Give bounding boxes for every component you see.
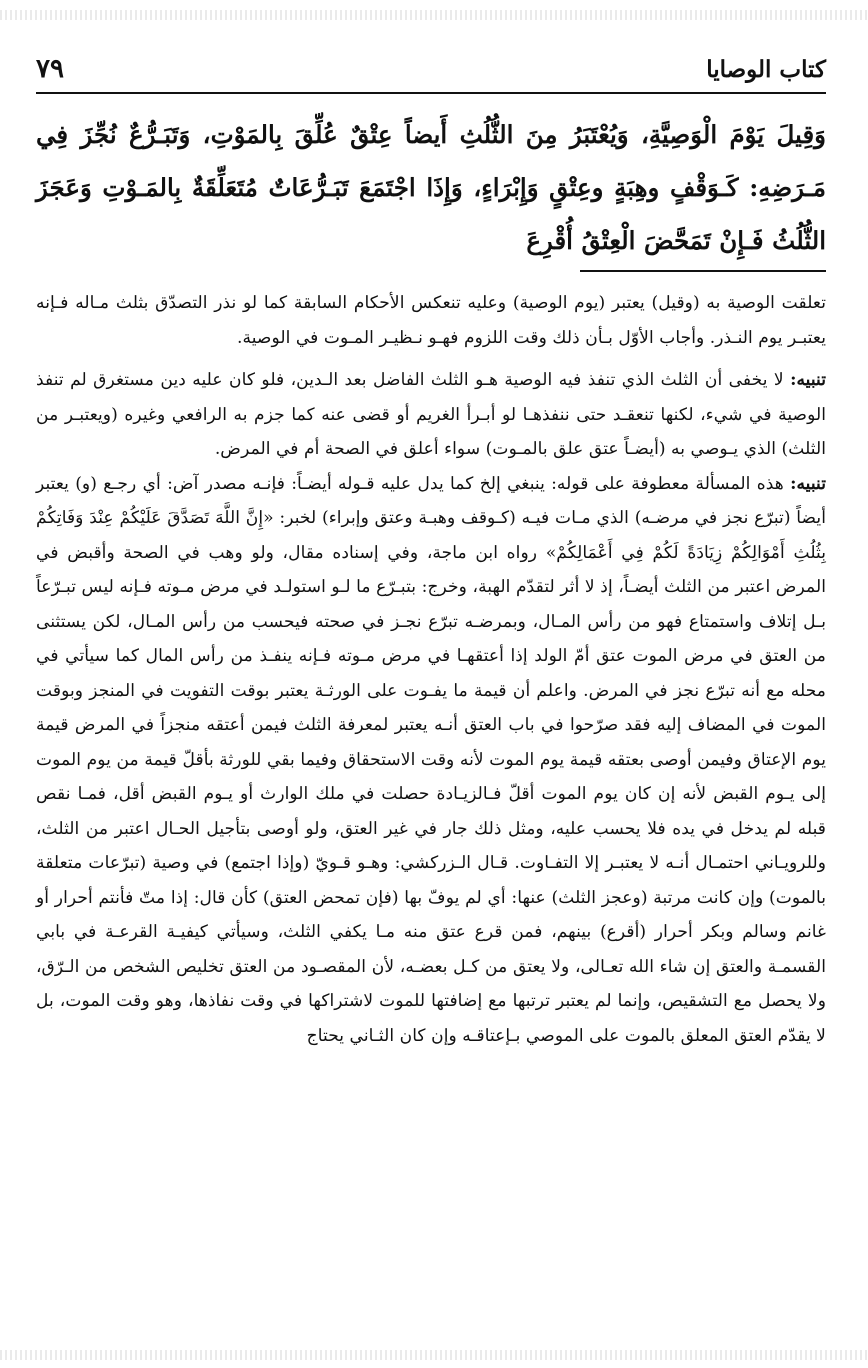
commentary-paragraph-1-text: تعلقت الوصية به (وقيل) يعتبر (يوم الوصية) وعليه تنعكس الأحكام السابقة كما لو نذر التصدّق بثلث مـاله فـإنه يعتبـر يوم النـذر. وأجاب الأوّل بـأن ذلك وقت اللزوم فهـو نـظيـر المـوت في الوصية. <box>36 293 826 348</box>
commentary-paragraph-2 <box>36 363 826 467</box>
commentary-paragraph-3-text: هذه المسألة معطوفة على قوله: ينبغي إلخ كما يدل عليه قـوله أيضـاً: فإنـه مصدر آض: أي رجـع (و) يعتبر أيضاً (تبرّع نجز في مرضـه) الذي مـات فيـه (كـوقف وهبـة وعتق وإبراء) لخبر: «إِنَّ اللَّهَ تَصَدَّقَ عَلَيْكُمْ عِنْدَ وَفَاتِكُمْ بِثُلُثِ أَمْوَالِكُمْ زِيَادَةً لَكُمْ فِي أَعْمَالِكُمْ» رواه ابن ماجة، وفي إسناده مقال، ولو وهب في الصحة وأقبض في المرض اعتبر من الثلث أيضـاً، إذ لا أثر لتقدّم الهبة، وخرج: بتبـرّع ما لـو استولـد في مرض مـوته فـإنه ليس تبـرّعاً بـل إتلاف واستمتاع فهو من رأس المـال، وبمرضـه تبرّع نجـز في صحته فيحسب من رأس المـال، لكن يستثنى من العتق في مرض الموت عتق أمّ الولد إذا أعتقهـا في مرض مـوته فـإنه ينفـذ من رأس المال كما سيأتي في محله مع أنه تبرّع نجز في المرض. واعلم أن قيمة ما يفـوت على الورثـة يعتبر بوقت التفويت في المنجز وبوقت الموت في المضاف إليه فقد صرّحوا في باب العتق أنـه يعتبر لمعرفة الثلث فيمن أعتقه منجزاً في المرض قيمة يوم الإعتاق وفيمن أوصى بعتقه قيمة يوم الموت لأنه وقت الاستحقاق وفيما بقي للورثة بأقلّ قيمة من يوم الموت إلى يـوم القبض لأنه إن كان يوم الموت أقلّ فـالزيـادة حصلت في ملك الوارث أو يـوم القبض أقل، فمـا نقص قبله لم يدخل في يده فلا يحسب عليه، ومثل ذلك جار في غير العتق، ولو أوصى بتأجيل الحـال اعتبر من الثلث، وللرويـاني احتمـال أنـه لا يعتبـر إلا التفـاوت. قـال الـزركشي: وهـو قـويّ (وإذا اجتمع) في وصية (تبرّعات متعلقة بالموت) وإن كانت مرتبة (وعجز الثلث) عنها: أي لم يوفّ بها (فإن تمحض العتق) كأن قال: إذا متّ فأنتم أحرار أو غانم وسالم وبكر أحرار (أقرع) بينهم، فمن قرع عتق منه مـا يكفي الثلث، وسيأتي كيفيـة القرعـة في بابي القسمـة والعتق إن شاء الله تعـالى، ولا يعتق من كـل بعضـه، لأن المقصـود من العتق تخليص الشخص من الـرّق، ولا يحصل مع التشقيص، وإنما لم يعتبر ترتبها مع إضافتها للموت لاشتراكها في وقت نفاذها، وهو وقت الموت، بل لا يقدّم العتق المعلق بالموت على الموصي بـإعتاقـه وإن كان الثـاني يحتاج <box>36 473 826 1046</box>
commentary-paragraph-1 <box>36 286 826 355</box>
commentary-paragraph-3 <box>36 467 826 1054</box>
header-rule <box>36 92 826 94</box>
matn-text: وَقِيلَ يَوْمَ الْوَصِيَّةِ، وَيُعْتَبَرُ مِنَ الثُّلُثِ أَيضاً عِتْقٌ عُلِّقَ بِالمَوْتِ، وَتَبَـرُّعٌ نُجِّزَ فِي مَـرَضِهِ: كَـوَقْفٍ وهِبَةٍ وعِتْقٍ وَإِبْرَاءٍ، وَإِذَا اجْتَمَعَ تَبَـرُّعَاتٌ مُتَعَلِّقَةٌ بِالمَـوْتِ وَعَجَزَ الثُّلُثُ فَـإِنْ تَمَحَّضَ الْعِتْقُ أُقْرِعَ <box>36 120 826 255</box>
page-number: ٧٩ <box>36 54 64 84</box>
text-separator-line <box>580 270 826 272</box>
scan-noise-bottom <box>0 1350 868 1360</box>
commentary-paragraph-2-text: لا يخفى أن الثلث الذي تنفذ فيه الوصية هـو الثلث الفاضل بعد الـدين، فلو كان عليه دين مستغرق لم تنفذ الوصية في شيء، لكنها تنعقـد حتى ننفذهـا لو أبـرأ الغريم أو قضى عنه كما جزم به الرافعي وغيره (ويعتبـر من الثلث) الذي يـوصي به (أيضـاً عتق علق بالمـوت) سواء أعلق في الصحة أم في المرض. <box>36 370 826 459</box>
commentary-block <box>36 286 826 1053</box>
matn-text-block <box>36 108 826 267</box>
scan-noise-top <box>0 10 868 20</box>
running-title: كتاب الوصايا <box>706 56 826 83</box>
note-label-1: تنبيه: <box>790 370 826 390</box>
note-label-2: تنبيه: <box>790 473 826 494</box>
page-header <box>36 52 826 92</box>
